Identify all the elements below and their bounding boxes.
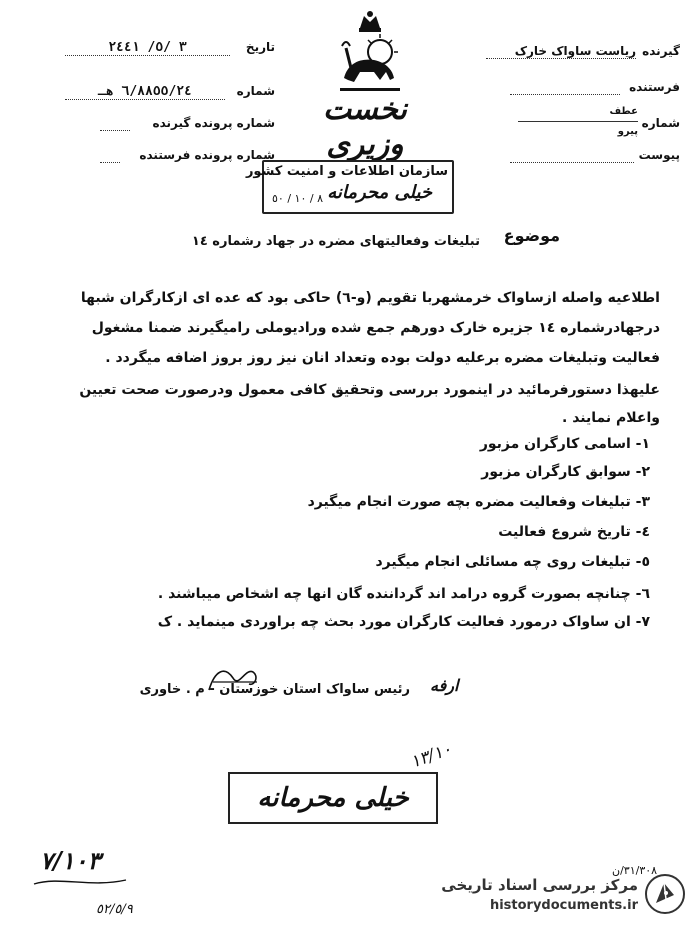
sender-value <box>510 80 620 95</box>
number-divider <box>518 121 638 122</box>
body-line: فعالیت وتبلیغات مضره برعلیه دولت بوده وتعداد انان نیز روز بروز اضافه میگردد . <box>105 350 660 366</box>
stamp-top-line2: خیلی محرمانه <box>327 182 432 203</box>
signature-scribble-icon <box>205 660 265 700</box>
recipient-file-label: شماره پرونده گیرنده <box>152 116 275 130</box>
body-line: واعلام نمایند . <box>562 410 660 426</box>
emblem <box>330 8 410 98</box>
stamp-bottom: خیلی محرمانه <box>228 772 438 824</box>
number-row-right <box>500 106 680 142</box>
list-item: ٥- تبلیغات روی چه مسائلی انجام میگیرد <box>375 554 650 570</box>
watermark-url: historydocuments.ir <box>489 898 638 913</box>
marginal-note: ١٣/١٠ <box>407 739 455 773</box>
stamp-top-sub: ٨ / ١٠ / ٥٠ <box>272 192 323 205</box>
list-item: ٢- سوابق کارگران مزبور <box>481 464 650 480</box>
watermark-title: مرکز بررسی اسناد تاریخی <box>441 876 638 894</box>
footer-right-code: ٣١/٣٠٨/ن <box>612 864 658 877</box>
body-line: درجهادرشماره ١٤ جزیره خارک دورهم جمع شده ورادیوملی رامیگیرند ضمنا مشغول <box>91 320 660 336</box>
recipient-file-value <box>100 116 130 131</box>
recipient-value: ریاست ساواک خارک <box>486 44 636 59</box>
date-value: ٣ /٥/ ٢٤٤١ <box>65 40 230 56</box>
stamp-top-line1: سازمان اطلاعات و امنیت کشور <box>245 164 448 179</box>
recipient-row <box>480 44 680 64</box>
atf-label: عطف <box>609 106 638 117</box>
sender-file-value <box>100 148 120 163</box>
list-item: ٤- تاریخ شروع فعالیت <box>498 524 650 540</box>
number-label-left: شماره <box>236 84 275 98</box>
signature-title: رئیس ساواک استان خوزستان - م . خاوری <box>139 682 410 697</box>
number-label-right: شماره <box>641 116 680 130</box>
date-label: تاریخ <box>245 40 275 54</box>
attachment-label: پیوست <box>638 148 680 162</box>
attachment-value <box>510 148 634 163</box>
body-line: علیهذا دستورفرمائید در اینمورد بررسی وتحقیق کافی معمول ودرصورت صحت تعیین <box>79 382 660 398</box>
sender-row <box>500 80 680 100</box>
list-item: ٧- ان ساواک درمورد فعالیت کارگران مورد بحث چه براوردی مینماید . ک <box>157 614 650 630</box>
attachment-row <box>500 148 680 168</box>
number-value-left: ٦/٨٨٥٥/٢٤ هـ <box>65 84 225 100</box>
footer-handwritten-1: ٧/١٠٣ <box>40 846 101 875</box>
sender-label: فرستنده <box>629 80 680 94</box>
date-row <box>60 40 275 60</box>
stamp-top <box>245 160 454 214</box>
recipient-label: گیرنده <box>642 44 680 58</box>
footer-handwritten-2: ٥٢/٥/٩ <box>96 902 133 917</box>
pairo-label: پیرو <box>617 126 638 137</box>
subject-label: موضوع <box>503 226 560 245</box>
signature-initial: ارفه <box>430 676 459 695</box>
list-item: ٦- چنانچه بصورت گروه درامد اند گرداننده گان انها چه اشخاص میباشند . <box>157 586 650 602</box>
pen-nib-logo-icon <box>644 873 686 915</box>
recipient-file-row <box>100 116 275 136</box>
sender-file-label: شماره پرونده فرستنده <box>139 148 275 162</box>
watermark <box>418 868 690 920</box>
lion-and-sun-crown-emblem-icon <box>330 8 410 98</box>
agency-logo-text: نخست وزیری <box>323 92 407 162</box>
list-item: ٣- تبلیغات وفعالیت مضره بچه صورت انجام میگیرد <box>307 494 650 510</box>
subject-value: تبلیغات وفعالیتهای مضره در جهاد رشماره ١٤ <box>191 234 480 249</box>
list-item: ١- اسامی کارگران مزبور <box>479 436 650 452</box>
body-line: اطلاعیه واصله ازساواک خرمشهربا تقویم (و-٦) حاکی بود که عده ای ازکارگران شبها <box>80 290 660 306</box>
footer-underline-icon <box>30 872 130 892</box>
number-row-left <box>60 84 275 104</box>
